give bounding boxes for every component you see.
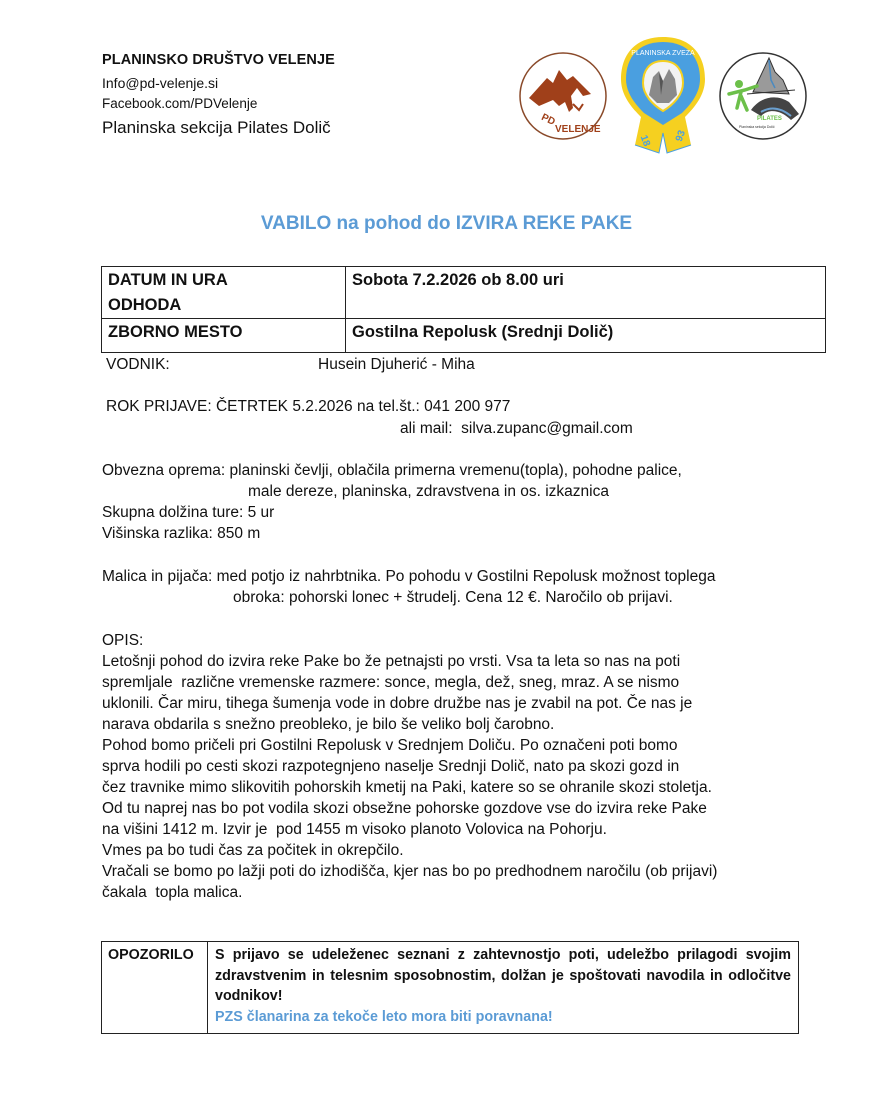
meeting-point-value: Gostilna Repolusk (Srednji Dolič) [346,319,826,353]
organization-name: PLANINSKO DRUŠTVO VELENJE [102,52,335,68]
membership-note: PZS članarina za tekoče leto mora biti poravnana! [215,1008,553,1025]
svg-text:18: 18 [637,133,652,148]
warning-label: OPOZORILO [102,942,208,1034]
organization-email: Info@pd-velenje.si [102,75,219,91]
registration-deadline: ROK PRIJAVE: ČETRTEK 5.2.2026 na tel.št.: 041 200 977 [106,398,511,415]
table-row [102,942,799,1034]
guide-value: Husein Djuherić - Miha [318,356,475,373]
table-row [102,319,826,353]
description-line: na višini 1412 m. Izvir je pod 1455 m visoko planoto Volovica na Pohorju. [102,821,607,838]
svg-text:PLANINSKA ZVEZA: PLANINSKA ZVEZA [631,50,695,57]
warning-content [208,942,799,1034]
warning-text: S prijavo se udeleženec seznani z zahtevnostjo poti, udeležbo prilagodi svojim zdravstvenim in telesnim sposobnostim, dolžan je spoštovati navodila in odločitve vodnikov! [215,947,791,1004]
description-line: narava obdarila s snežno preobleko, je bilo še veliko bolj čarobno. [102,716,555,733]
description-line: Pohod bomo pričeli pri Gostilni Repolusk v Srednjem Doliču. Po označeni poti bomo [102,737,678,754]
description-line: Vmes pa bo tudi čas za počitek in okrepčilo. [102,842,404,859]
svg-text:PILATES: PILATES [757,116,782,122]
description-line: uklonili. Čar miru, tihega šumenja vode in dobre družbe nas je zvabil na pot. Če nas je [102,695,693,712]
pzs-logo-icon [613,33,713,157]
organization-facebook: Facebook.com/PDVelenje [102,96,258,111]
svg-text:Planinska sekcija Dolič: Planinska sekcija Dolič [739,125,775,129]
page-title: VABILO na pohod do IZVIRA REKE PAKE [260,213,633,234]
svg-text:VELENJE: VELENJE [555,124,601,135]
svg-text:PD: PD [539,112,557,128]
description-heading: OPIS: [102,632,144,649]
description-line: čez travnike mimo slikovitih pohorskih kmetij na Paki, katere so se ohranile skozi stoletja. [102,779,712,796]
description-line: spremljale različne vremenske razmere: sonce, megla, dež, sneg, mraz. A se nismo [102,674,680,691]
description-line: Od tu naprej nas bo pot vodila skozi obsežne pohorske gozdove vse do izvira reke Pake [102,800,707,817]
pd-velenje-logo-icon [517,50,609,142]
description-line: Letošnji pohod do izvira reke Pake bo že petnajsti po vrsti. Vsa ta leta so nas na poti [102,653,681,670]
meeting-point-label: ZBORNO MESTO [102,319,346,353]
registration-email: ali mail: silva.zupanc@gmail.com [400,420,633,437]
tour-duration: Skupna dolžina ture: 5 ur [102,504,275,521]
description-line: čakala topla malica. [102,884,243,901]
equipment-line-1: Obvezna oprema: planinski čevlji, oblačila primerna vremenu(topla), pohodne palice, [102,462,682,479]
description-body [102,651,717,903]
section-name: Planinska sekcija Pilates Dolič [102,118,331,137]
departure-value: Sobota 7.2.2026 ob 8.00 uri [346,267,826,319]
description-line: sprva hodili po cesti skozi razpotegnjeno naselje Srednji Dolič, nato pa skozi gozd in [102,758,680,775]
description-line: Vračali se bomo po lažji poti do izhodišča, kjer nas bo po predhodnem naročilu (ob prijavi) [102,863,718,880]
food-line-2: obroka: pohorski lonec + štrudelj. Cena 12 €. Naročilo ob prijavi. [233,589,673,606]
food-line-1: Malica in pijača: med potjo iz nahrbtnika. Po pohodu v Gostilni Repolusk možnost toplega [102,568,716,585]
event-info-table [101,266,826,353]
svg-text:93: 93 [673,128,689,144]
guide-label: VODNIK: [106,356,170,373]
elevation-difference: Višinska razlika: 850 m [102,525,261,542]
equipment-line-2: male dereze, planinska, zdravstvena in os. izkaznica [248,483,609,500]
pilates-logo-icon [717,50,809,142]
table-row [102,267,826,319]
departure-label: DATUM IN URA ODHODA [102,267,346,319]
warning-table [101,941,799,1034]
